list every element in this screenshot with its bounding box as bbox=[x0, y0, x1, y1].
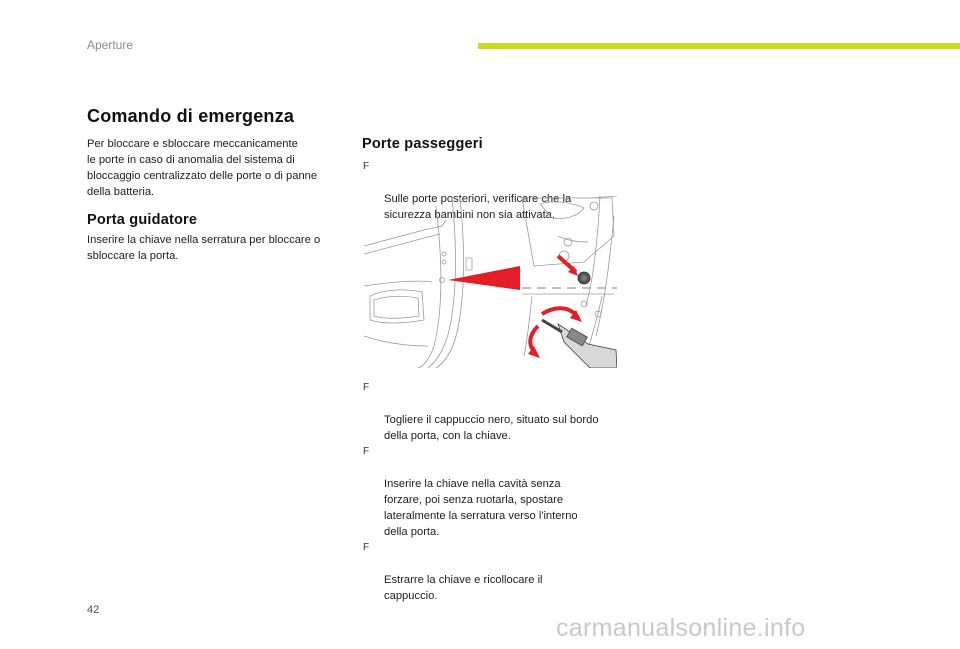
page-number: 42 bbox=[87, 604, 100, 616]
passenger-doors-heading: Porte passeggeri bbox=[362, 136, 483, 152]
step-text: Togliere il cappuccio nero, situato sul bordo della porta, con la chiave. bbox=[384, 414, 599, 442]
list-item bbox=[362, 380, 627, 444]
section-accent-bar bbox=[478, 43, 960, 49]
driver-door-text: Inserire la chiave nella serratura per bloccare o sbloccare la porta. bbox=[87, 234, 321, 262]
bullet-marker-icon: F bbox=[363, 542, 370, 553]
bullet-marker-icon: F bbox=[363, 382, 370, 393]
intro-paragraph: Per bloccare e sbloccare meccanicamente le porte in caso di anomalia del sistema di bloccaggio centralizzato delle porte o di panne della batteria. bbox=[87, 138, 318, 198]
list-item bbox=[362, 444, 627, 540]
bullet-marker-icon: F bbox=[363, 446, 370, 457]
page-title: Comando di emergenza bbox=[87, 106, 295, 126]
passenger-steps-bottom bbox=[362, 380, 627, 604]
list-item bbox=[362, 540, 627, 604]
watermark: carmanualsonline.info bbox=[556, 614, 806, 642]
door-lock-illustration bbox=[362, 196, 617, 368]
step-text: Sulle porte posteriori, verificare che la sicurezza bambini non sia attivata. bbox=[384, 193, 572, 221]
bullet-marker-icon: F bbox=[363, 161, 370, 172]
step-text: Estrarre la chiave e ricollocare il cappuccio. bbox=[384, 574, 543, 602]
step-text: Inserire la chiave nella cavità senza forzare, poi senza ruotarla, spostare lateralmente la serratura verso l'interno della porta. bbox=[384, 478, 578, 538]
door-lock-drawing bbox=[362, 196, 617, 368]
section-label: Aperture bbox=[87, 38, 134, 52]
driver-door-heading: Porta guidatore bbox=[87, 212, 198, 228]
